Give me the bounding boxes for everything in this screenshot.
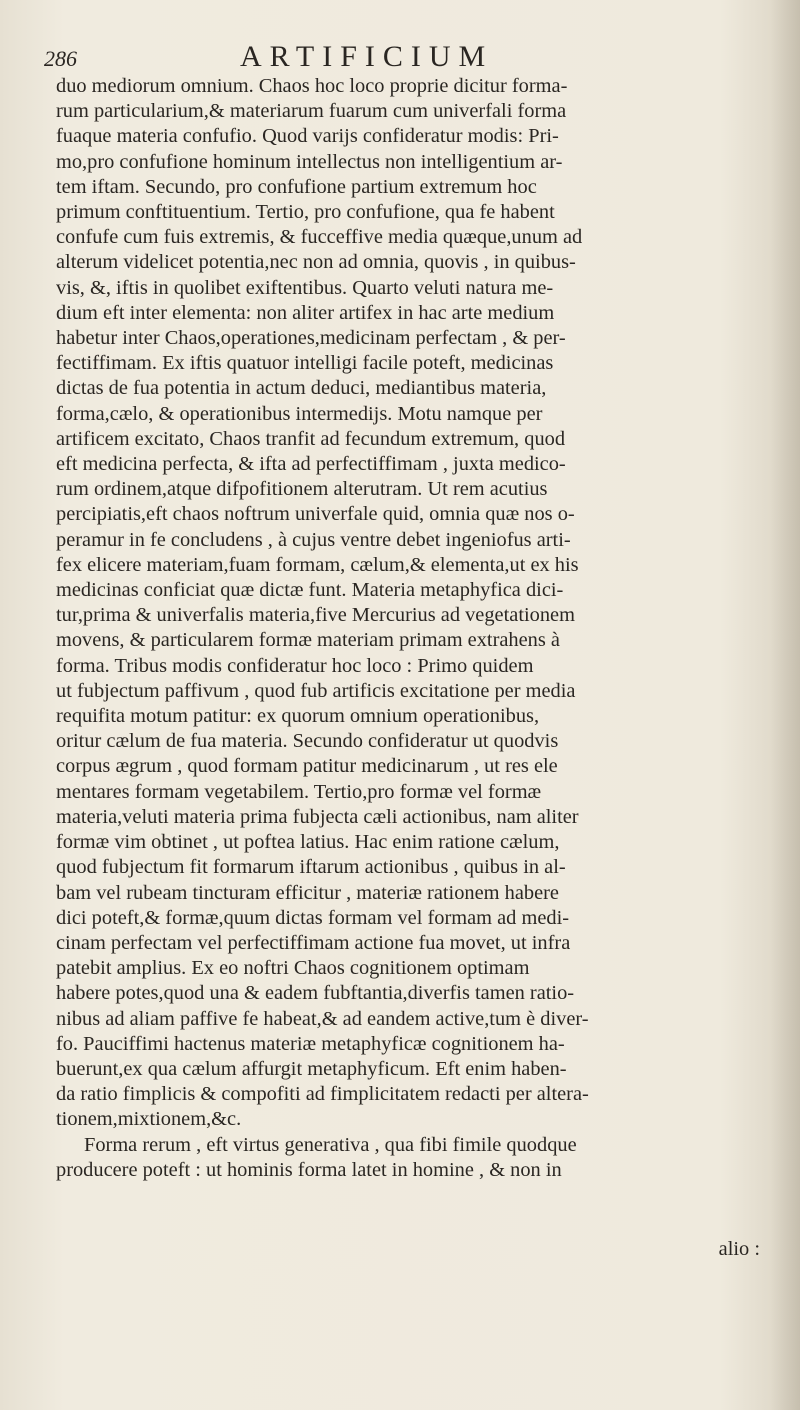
running-title: ARTIFICIUM <box>240 40 494 73</box>
text-line: oritur cælum de fua materia. Secundo confideratur ut quodvis <box>56 730 559 753</box>
text-line: ut fubjectum paffivum , quod fub artificis excitatione per media <box>56 679 576 702</box>
text-line: producere poteft : ut hominis forma latet in homine , & non in <box>56 1158 562 1181</box>
text-line: alterum videlicet potentia,nec non ad omnia, quovis , in quibus- <box>56 251 576 274</box>
text-line: peramur in fe concludens , à cujus ventre debet ingeniofus arti- <box>56 528 571 551</box>
text-line: confufe cum fuis extremis, & fucceffive media quæque,unum ad <box>56 226 583 249</box>
text-line: formæ vim obtinet , ut poftea latius. Hac enim ratione cælum, <box>56 831 560 854</box>
text-line: medicinas conficiat quæ dictæ funt. Materia metaphyfica dici- <box>56 579 564 602</box>
text-line: materia,veluti materia prima fubjecta cæli actionibus, nam aliter <box>56 805 579 828</box>
text-line: rum particularium,& materiarum fuarum cum univerfali forma <box>56 100 567 123</box>
text-line: tionem,mixtionem,&c. <box>56 1108 242 1131</box>
text-line: quod fubjectum fit formarum iftarum actionibus , quibus in al- <box>56 856 566 879</box>
text-line: artificem excitato, Chaos tranfit ad fecundum extremum, quod <box>56 427 566 450</box>
text-line: patebit amplius. Ex eo noftri Chaos cognitionem optimam <box>56 957 530 980</box>
text-line: cinam perfectam vel perfectiffimam actione fua movet, ut infra <box>56 931 571 954</box>
catchword: alio : <box>718 1238 760 1260</box>
text-line: tem iftam. Secundo, pro confufione partium extremum hoc <box>56 175 537 198</box>
page-edge-shadow <box>770 0 800 1410</box>
text-line: requifita motum patitur: ex quorum omnium operationibus, <box>56 705 540 728</box>
text-line: forma. Tribus modis confideratur hoc loco : Primo quidem <box>56 654 534 677</box>
text-line: dici poteft,& formæ,quum dictas formam vel formam ad medi- <box>56 906 570 929</box>
text-line: mentares formam vegetabilem. Tertio,pro formæ vel formæ <box>56 780 542 803</box>
running-head <box>40 38 760 78</box>
text-line: corpus ægrum , quod formam patitur medicinarum , ut res ele <box>56 755 558 778</box>
text-line: habetur inter Chaos,operationes,medicinam perfectam , & per- <box>56 327 566 350</box>
text-line: nibus ad aliam paffive fe habeat,& ad eandem active,tum è diver- <box>56 1007 589 1030</box>
text-line: buerunt,ex qua cælum affurgit metaphyficum. Eft enim haben- <box>56 1057 567 1080</box>
text-line: habere potes,quod una & eadem fubftantia,diverfis tamen ratio- <box>56 982 575 1005</box>
body-text <box>56 74 796 1183</box>
text-line: mo,pro confufione hominum intellectus non intelligentium ar- <box>56 150 563 173</box>
text-line: bam vel rubeam tincturam efficitur , materiæ rationem habere <box>56 881 559 904</box>
text-line: fectiffimam. Ex iftis quatuor intelligi facile poteft, medicinas <box>56 352 554 375</box>
text-line: dictas de fua potentia in actum deduci, mediantibus materia, <box>56 377 547 400</box>
text-line: fuaque materia confufio. Quod varijs confideratur modis: Pri- <box>56 125 559 148</box>
text-line: tur,prima & univerfalis materia,five Mercurius ad vegetationem <box>56 604 575 627</box>
text-line: fex elicere materiam,fuam formam, cælum,& elementa,ut ex his <box>56 553 579 576</box>
text-line: forma,cælo, & operationibus intermedijs. Motu namque per <box>56 402 543 425</box>
text-line: da ratio fimplicis & compofiti ad fimplicitatem redacti per altera- <box>56 1083 589 1106</box>
text-line: fo. Pauciffimi hactenus materiæ metaphyficæ cognitionem ha- <box>56 1032 565 1055</box>
text-line: dium eft inter elementa: non aliter artifex in hac arte medium <box>56 301 555 324</box>
page-number: 286 <box>44 46 77 71</box>
text-line: Forma rerum , eft virtus generativa , qua fibi fimile quodque <box>84 1133 577 1156</box>
text-line: eft medicina perfecta, & ifta ad perfectiffimam , juxta medico- <box>56 453 566 476</box>
text-line: movens, & particularem formæ materiam primam extrahens à <box>56 629 560 652</box>
text-line: primum conftituentium. Tertio, pro confufione, qua fe habent <box>56 201 555 224</box>
text-line: rum ordinem,atque difpofitionem alterutram. Ut rem acutius <box>56 478 548 501</box>
text-line: duo mediorum omnium. Chaos hoc loco proprie dicitur forma- <box>56 75 568 97</box>
text-line: percipiatis,eft chaos noftrum univerfale quid, omnia quæ nos o- <box>56 503 575 526</box>
text-line: vis, &, iftis in quolibet exiftentibus. Quarto veluti natura me- <box>56 276 554 299</box>
